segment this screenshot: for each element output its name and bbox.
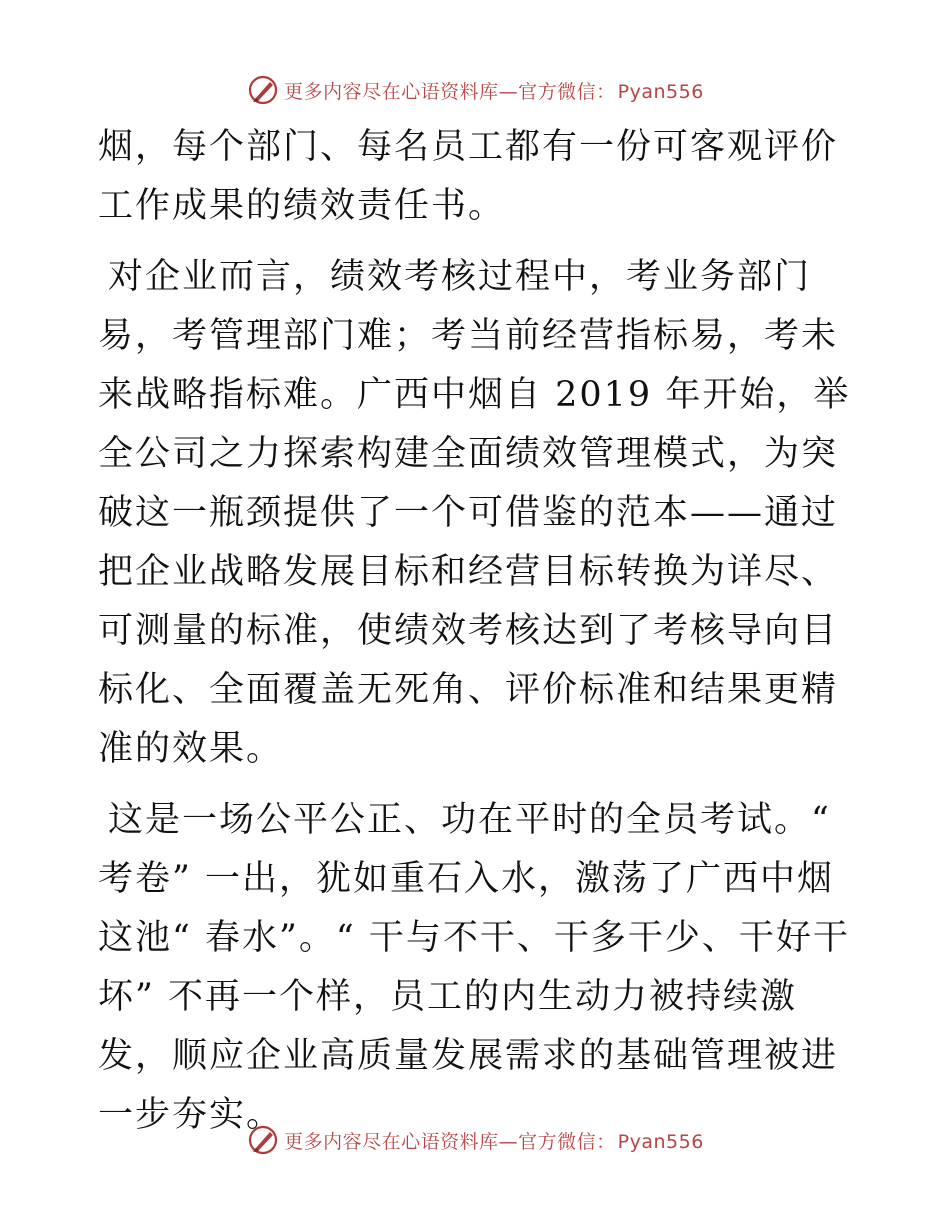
quill-pen-icon — [246, 1123, 280, 1157]
watermark-text — [284, 77, 704, 104]
header-watermark — [0, 72, 950, 108]
watermark-wechat-id: Pyan556 — [617, 80, 704, 103]
watermark-label: 更多内容尽在心语资料库—官方微信： — [284, 80, 616, 103]
paragraph-2: 对企业而言，绩效考核过程中，考业务部门易，考管理部门难；考当前经营指标易，考未来战略指标难。广西中烟自 2019 年开始，举全公司之力探索构建全面绩效管理模式，为突破这一瓶颈提供了一个可借鉴的范本——通过把企业战略发展目标和经营目标转换为详尽、可测量的标准，使绩效考核达到了考核导向目标化、全面覆盖无死角、评价标准和结果更精准的效果。 — [98, 257, 851, 769]
watermark-text — [284, 1127, 704, 1154]
quill-pen-icon — [246, 73, 280, 107]
watermark-wechat-id: Pyan556 — [617, 1130, 704, 1153]
paragraph-1: 烟，每个部门、每名员工都有一份可客观评价工作成果的绩效责任书。 — [98, 127, 839, 226]
footer-watermark — [0, 1122, 950, 1158]
watermark-label: 更多内容尽在心语资料库—官方微信： — [284, 1130, 616, 1153]
document-body — [98, 118, 858, 1157]
paragraph-3: 这是一场公平公正、功在平时的全员考试。“ 考卷” 一出，犹如重石入水，激荡了广西中烟这池“ 春水”。“ 干与不干、干多干少、干好干坏” 不再一个样，员工的内生动力被持续激发，顺应企业高质量发展需求的基础管理被进一步夯实。 — [98, 800, 850, 1135]
